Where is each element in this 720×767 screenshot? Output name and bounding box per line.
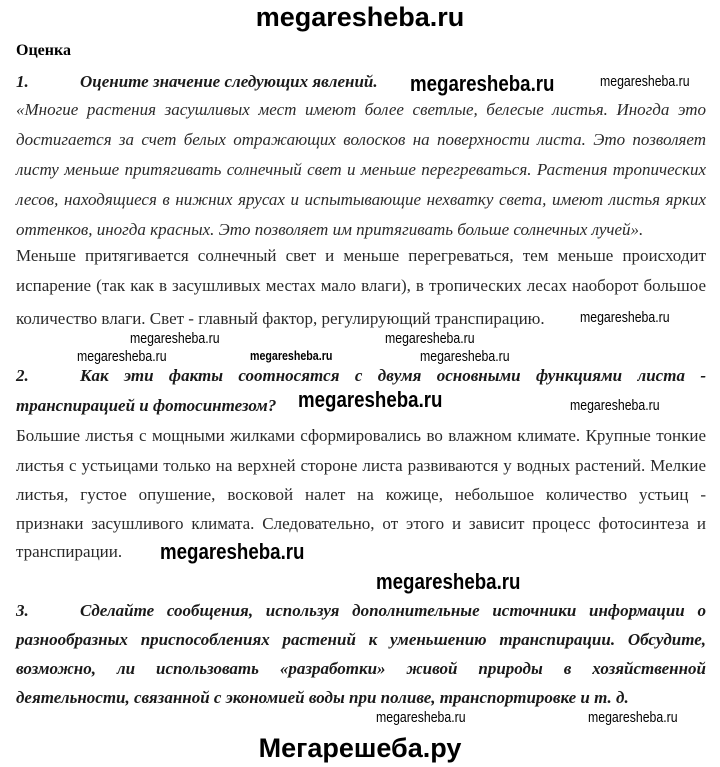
section-title: Оценка (16, 42, 71, 59)
answer-line: Большие листья с мощными жилками сформировались во влажном климате. Крупные тонкие (16, 426, 706, 445)
answer-line: испарение (так как в засушливых местах мало влаги), в тропических лесах наоборот большое (16, 276, 706, 295)
watermark: megaresheba.ru (600, 73, 690, 90)
watermark: megaresheba.ru (570, 397, 660, 414)
watermark: megaresheba.ru (298, 387, 443, 412)
watermark: megaresheba.ru (410, 71, 555, 96)
watermark: megaresheba.ru (130, 330, 220, 347)
watermark: megaresheba.ru (250, 348, 333, 363)
q2-heading-line: транспирацией и фотосинтезом? (16, 396, 277, 415)
watermark: megaresheba.ru (385, 330, 475, 347)
q2-heading (16, 366, 706, 386)
question-number: 2. (16, 366, 29, 385)
watermark: megaresheba.ru (588, 709, 678, 726)
quote-line: лесов, находящиеся в нижних ярусах и испытывающие нехватку света, имеют листья ярких (16, 190, 706, 209)
answer-line: транспирации. (16, 542, 123, 561)
quote-line: оттенков, иногда красных. Это позволяет им притягивать больше солнечных лучей». (16, 220, 644, 239)
answer-line: признаки засушливого климата. Следовательно, от этого и зависит процесс фотосинтеза и (16, 514, 706, 533)
q3-heading-line: разнообразных приспособлениях растений к уменьшению транспирации. Обсудите, (16, 630, 706, 649)
q3-heading-line: возможно, ли использовать «разработки» живой природы в хозяйственной (16, 659, 706, 678)
question-number: 3. (16, 601, 29, 620)
watermark: megaresheba.ru (376, 569, 521, 594)
quote-line: «Многие растения засушливых мест имеют более светлые, белесые листья. Иногда это (16, 100, 706, 119)
quote-line: достигается за счет белых отражающих волосков на поверхности листа. Это позволяет (16, 130, 706, 149)
site-header: megaresheba.ru (255, 2, 465, 32)
answer-line: количество влаги. Свет - главный фактор, регулирующий транспирацию. (16, 309, 545, 328)
question-title: Оцените значение следующих явлений. (80, 72, 378, 91)
watermark: megaresheba.ru (580, 309, 670, 326)
question-title: Как эти факты соотносятся с двумя основными функциями листа - (80, 366, 706, 385)
answer-line: Меньше притягивается солнечный свет и меньше перегреваться, тем меньше происходит (16, 246, 706, 265)
q3-heading (16, 601, 706, 621)
q1-heading (16, 72, 378, 92)
watermark: megaresheba.ru (77, 348, 167, 365)
question-number: 1. (16, 72, 29, 91)
quote-line: листу меньше притягивать солнечный свет и меньше перегреваться. Растения тропических (16, 160, 706, 179)
watermark: megaresheba.ru (376, 709, 466, 726)
answer-line: листья с устьицами только на верхней стороне листа развиваются у водных растений. Мелкие (16, 456, 706, 475)
question-title: Сделайте сообщения, используя дополнительные источники информации о (80, 601, 706, 620)
watermark: megaresheba.ru (160, 539, 305, 564)
watermark: megaresheba.ru (420, 348, 510, 365)
q3-heading-line: деятельности, связанной с экономией воды при поливе, транспортировке и т. д. (16, 688, 629, 707)
site-footer: Мегарешеба.ру (258, 733, 462, 763)
answer-line: листья, густое опушение, восковой налет на кожице, небольшое количество устьиц - (16, 485, 706, 504)
